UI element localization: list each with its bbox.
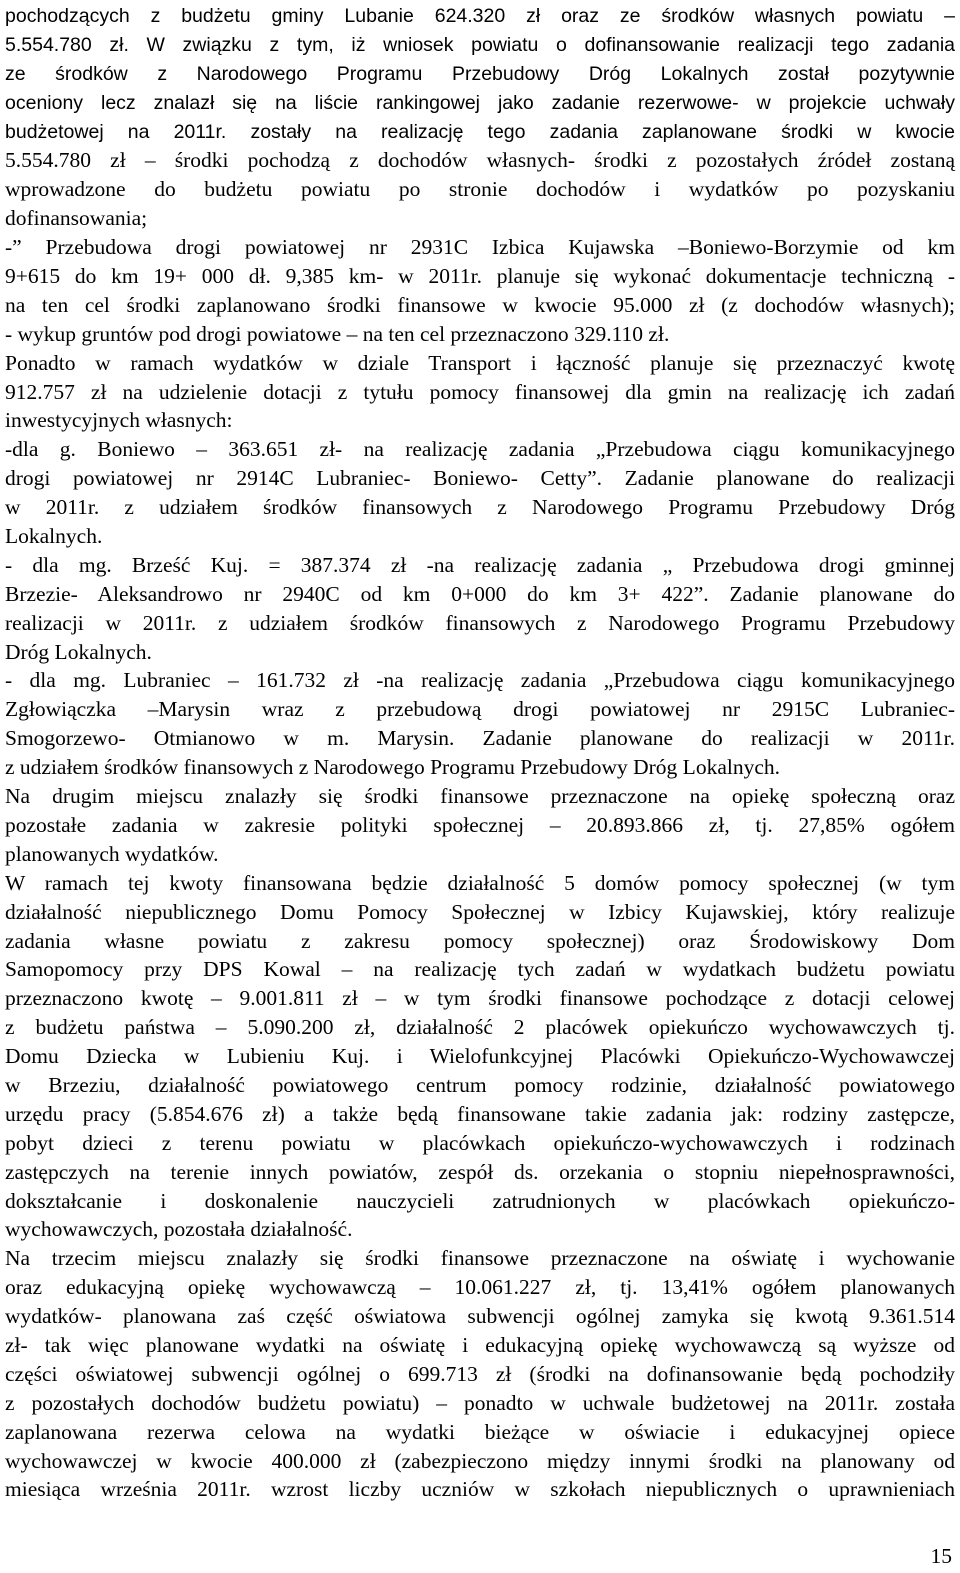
text-line: drogi powiatowej nr 2914C Lubraniec- Boniewo- Cetty”. Zadanie planowane do realizacji xyxy=(5,466,955,491)
text-line: budżetowej na 2011r. zostały na realizację tego zadania zaplanowane środki w kwocie xyxy=(5,120,955,143)
text-line: Samopomocy przy DPS Kowal – na realizację tych zadań w wydatkach budżetu powiatu xyxy=(5,957,955,982)
text-line: pobyt dzieci z terenu powiatu w placówkach opiekuńczo-wychowawczych i rodzinach xyxy=(5,1130,955,1155)
body-text xyxy=(5,2,955,1504)
text-line: przeznaczono kwotę – 9.001.811 zł – w tym środki finansowe pochodzące z dotacji celowej xyxy=(5,986,955,1011)
text-line: w Brzeziu, działalność powiatowego centrum pomocy rodzinie, działalność powiatowego xyxy=(5,1072,955,1097)
text-line: - dla mg. Lubraniec – 161.732 zł -na realizację zadania „Przebudowa ciągu komunikacyjnego xyxy=(5,668,955,693)
text-line: Na trzecim miejscu znalazły się środki finansowe przeznaczone na oświatę i wychowanie xyxy=(5,1246,955,1271)
text-line: z udziałem środków finansowych z Narodowego Programu Przebudowy Dróg Lokalnych. xyxy=(5,755,780,780)
text-line: z pozostałych dochodów budżetu powiatu) – ponadto w uchwale budżetowej na 2011r. została xyxy=(5,1390,955,1415)
text-line: zastępczych na terenie innych powiatów, zespół ds. orzekania o stopniu niepełnosprawności, xyxy=(5,1159,955,1184)
text-line: Smogorzewo- Otmianowo w m. Marysin. Zadanie planowane do realizacji w 2011r. xyxy=(5,726,955,751)
text-line: na ten cel środki zaplanowano środki finansowe w kwocie 95.000 zł (z dochodów własnych); xyxy=(5,292,955,317)
text-line: -dla g. Boniewo – 363.651 zł- na realizację zadania „Przebudowa ciągu komunikacyjnego xyxy=(5,437,955,462)
text-line: zł- tak więc planowane wydatki na oświatę i edukacyjną opiekę wychowawczą są wyższe od xyxy=(5,1332,955,1357)
text-line: Zgłowiączka –Marysin wraz z przebudową drogi powiatowej nr 2915C Lubraniec- xyxy=(5,697,955,722)
text-line: części oświatowej subwencji ogólnej o 699.713 zł (środki na dofinansowanie będą pochodziły xyxy=(5,1361,955,1386)
text-line: - wykup gruntów pod drogi powiatowe – na ten cel przeznaczono 329.110 zł. xyxy=(5,321,670,346)
text-line: działalność niepublicznego Domu Pomocy Społecznej w Izbicy Kujawskiej, który realizuje xyxy=(5,899,955,924)
text-line: wydatków- planowana zaś część oświatowa subwencji ogólnej zamyka się kwotą 9.361.514 xyxy=(5,1304,955,1329)
text-line: Domu Dziecka w Lubieniu Kuj. i Wielofunkcyjnej Placówki Opiekuńczo-Wychowawczej xyxy=(5,1044,955,1069)
text-line: W ramach tej kwoty finansowana będzie działalność 5 domów pomocy społecznej (w tym xyxy=(5,870,955,895)
text-line: 9+615 do km 19+ 000 dł. 9,385 km- w 2011r. planuje się wykonać dokumentacje techniczną - xyxy=(5,264,955,289)
text-line: wychowawczej w kwocie 400.000 zł (zabezpieczono między innymi środki na planowany od xyxy=(5,1448,955,1473)
text-line: zadania własne powiatu z zakresu pomocy społecznej) oraz Środowiskowy Dom xyxy=(5,928,955,953)
text-line: 5.554.780 zł – środki pochodzą z dochodów własnych- środki z pozostałych źródeł zostaną xyxy=(5,148,955,173)
text-line: zaplanowana rezerwa celowa na wydatki bieżące w oświacie i edukacyjnej opiece xyxy=(5,1419,955,1444)
text-line: - dla mg. Brześć Kuj. = 387.374 zł -na realizację zadania „ Przebudowa drogi gminnej xyxy=(5,552,955,577)
text-line: Brzezie- Aleksandrowo nr 2940C od km 0+000 do km 3+ 422”. Zadanie planowane do xyxy=(5,581,955,606)
text-line: Na drugim miejscu znalazły się środki finansowe przeznaczone na opiekę społeczną oraz xyxy=(5,784,955,809)
text-line: wprowadzone do budżetu powiatu po stronie dochodów i wydatków po pozyskaniu xyxy=(5,177,955,202)
text-line: z budżetu państwa – 5.090.200 zł, działalność 2 placówek opiekuńczo wychowawczych tj. xyxy=(5,1015,955,1040)
text-line: 5.554.780 zł. W związku z tym, iż wniosek powiatu o dofinansowanie realizacji tego zadania xyxy=(5,33,955,56)
text-line: dofinansowania; xyxy=(5,206,148,231)
text-line: urzędu pracy (5.854.676 zł) a także będą finansowane takie zadania jak: rodziny zastępcze, xyxy=(5,1101,955,1126)
text-line: oceniony lecz znalazł się na liście rankingowej jako zadanie rezerwowe- w projekcie uchwały xyxy=(5,91,955,114)
text-line: pochodzących z budżetu gminy Lubanie 624.320 zł oraz ze środków własnych powiatu – xyxy=(5,5,955,27)
page-number: 15 xyxy=(930,1544,952,1568)
text-line: Dróg Lokalnych. xyxy=(5,639,152,664)
text-line: ze środków z Narodowego Programu Przebudowy Dróg Lokalnych został pozytywnie xyxy=(5,62,955,85)
text-line: -” Przebudowa drogi powiatowej nr 2931C Izbica Kujawska –Boniewo-Borzymie od km xyxy=(5,235,955,260)
text-line: realizacji w 2011r. z udziałem środków finansowych z Narodowego Programu Przebudowy xyxy=(5,610,955,635)
text-line: Ponadto w ramach wydatków w dziale Transport i łączność planuje się przeznaczyć kwotę xyxy=(5,350,955,375)
text-line: oraz edukacyjną opiekę wychowawczą – 10.061.227 zł, tj. 13,41% ogółem planowanych xyxy=(5,1275,955,1300)
text-line: inwestycyjnych własnych: xyxy=(5,408,233,433)
text-line: planowanych wydatków. xyxy=(5,841,219,866)
text-line: w 2011r. z udziałem środków finansowych z Narodowego Programu Przebudowy Dróg xyxy=(5,495,955,520)
text-line: wychowawczych, pozostała działalność. xyxy=(5,1217,353,1242)
text-line: Lokalnych. xyxy=(5,524,103,549)
text-line: dokształcanie i doskonalenie nauczycieli zatrudnionych w placówkach opiekuńczo- xyxy=(5,1188,955,1213)
text-line: pozostałe zadania w zakresie polityki społecznej – 20.893.866 zł, tj. 27,85% ogółem xyxy=(5,812,955,837)
text-line: 912.757 zł na udzielenie dotacji z tytułu pomocy finansowej dla gmin na realizację ich zadań xyxy=(5,379,955,404)
text-line: miesiąca września 2011r. wzrost liczby uczniów w szkołach niepublicznych o uprawnieniach xyxy=(5,1477,955,1502)
